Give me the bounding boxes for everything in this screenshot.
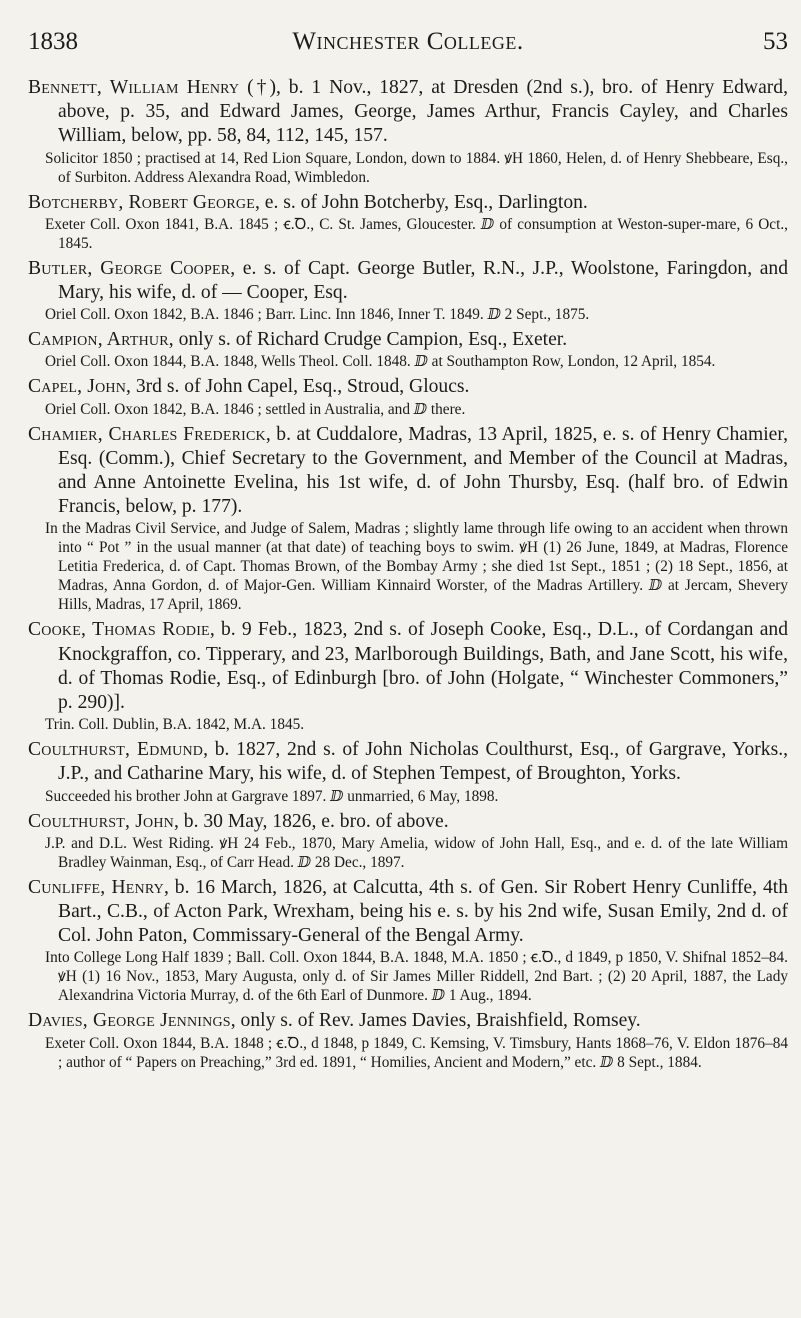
register-entry	[28, 618, 788, 734]
entry-name: Cooke, Thomas Rodie	[28, 619, 210, 641]
entry-details: Succeeded his brother John at Gargrave 1897. ⅅ unmarried, 6 May, 1898.	[45, 787, 499, 805]
register-entry	[28, 76, 788, 187]
entry-description: , 3rd s. of John Capel, Esq., Stroud, Gloucs.	[126, 376, 470, 398]
entry-description: , e. s. of John Botcherby, Esq., Darlington.	[254, 191, 588, 213]
entry-details: Oriel Coll. Oxon 1842, B.A. 1846 ; settled in Australia, and ⅅ there.	[45, 400, 466, 418]
entry-details: Oriel Coll. Oxon 1842, B.A. 1846 ; Barr. Linc. Inn 1846, Inner T. 1849. ⅅ 2 Sept., 1875.	[45, 306, 590, 324]
entry-name: Botcherby, Robert George	[28, 191, 255, 213]
entry-details: Exeter Coll. Oxon 1841, B.A. 1845 ; ꞓ.Ꝺ., C. St. James, Gloucester. ⅅ of consumption at Weston-super-mare, 6 Oct., 1845.	[45, 215, 788, 252]
register-entry	[28, 810, 788, 872]
entry-name: Campion, Arthur	[28, 329, 169, 351]
entry-heading	[28, 618, 788, 715]
page-number: 53	[763, 28, 788, 55]
entry-name: Coulthurst, John	[28, 810, 174, 832]
entry-details: Oriel Coll. Oxon 1844, B.A. 1848, Wells Theol. Coll. 1848. ⅅ at Southampton Row, London, 12 April, 1854.	[45, 353, 716, 371]
entry-description: , b. 16 March, 1826, at Calcutta, 4th s. of Gen. Sir Robert Henry Cunliffe, 4th Bart., C.B., of Acton Park, Wrexham, being his e. s. by his 2nd wife, Susan Emily, 2nd d. of Col. John Paton, Commissary-General of the Bengal Army.	[58, 876, 788, 947]
running-title: Winchester College.	[292, 28, 524, 55]
entry-heading	[28, 257, 788, 305]
entry-name: Davies, George Jennings	[28, 1010, 231, 1032]
register-entry	[28, 328, 788, 371]
entry-heading	[28, 423, 788, 520]
register-entry	[28, 738, 788, 805]
page	[28, 0, 788, 1072]
entry-description: , only s. of Rev. James Davies, Braishfield, Romsey.	[230, 1010, 641, 1032]
register-entry	[28, 423, 788, 615]
entry-details: Into College Long Half 1839 ; Ball. Coll. Oxon 1844, B.A. 1848, M.A. 1850 ; ꞓ.Ꝺ., d 1849, p 1850, V. Shifnal 1852–84. ꝟH (1) 16 Nov., 1853, Mary Augusta, only d. of Sir James Miller Riddell, 2nd Bart. ; (2) 20 April, 1887, the Lady Alexandrina Victoria Murray, d. of the 6th Earl of Dunmore. ⅅ 1 Aug., 1894.	[45, 949, 788, 1005]
entry-details: Solicitor 1850 ; practised at 14, Red Lion Square, London, down to 1884. ꝟH 1860, Helen, d. of Henry Shebbeare, Esq., of Surbiton. Address Alexandra Road, Wimbledon.	[45, 149, 788, 186]
entries-list	[28, 76, 788, 1072]
entry-description: , b. at Cuddalore, Madras, 13 April, 1825, e. s. of Henry Chamier, Esq. (Comm.), Chief Secretary to the Government, and Member of the Council at Madras, and Anne Antoinette Evelina, his 1st wife, d. of John Thursby, Esq. (half bro. of Edwin Francis, below, p. 177).	[58, 423, 788, 518]
entry-description: , e. s. of Capt. George Butler, R.N., J.P., Woolstone, Faringdon, and Mary, his wife, d. of — Cooper, Esq.	[58, 257, 788, 304]
entry-heading	[28, 1009, 788, 1033]
register-entry	[28, 1009, 788, 1071]
entry-details: J.P. and D.L. West Riding. ꝟH 24 Feb., 1870, Mary Amelia, widow of John Hall, Esq., and e. d. of the late William Bradley Wainman, Esq., of Carr Head. ⅅ 28 Dec., 1897.	[45, 834, 788, 871]
page-year: 1838	[28, 28, 78, 55]
register-entry	[28, 375, 788, 418]
entry-details: Trin. Coll. Dublin, B.A. 1842, M.A. 1845.	[45, 716, 305, 734]
entry-description: , b. 30 May, 1826, e. bro. of above.	[173, 810, 449, 832]
entry-heading	[28, 375, 788, 399]
entry-name: Cunliffe, Henry	[28, 876, 164, 898]
entry-description: , b. 9 Feb., 1823, 2nd s. of Joseph Cooke, Esq., D.L., of Cordangan and Knockgraffon, co. Tipperary, and 23, Marlborough Buildings, Bath, and Jane Scott, his wife, d. of Thomas Rodie, Esq., of Edinburgh [bro. of John (Holgate, “ Winchester Commoners,” p. 290)].	[58, 619, 788, 714]
entry-heading	[28, 876, 788, 949]
entry-description: , b. 1827, 2nd s. of John Nicholas Coulthurst, Esq., of Gargrave, Yorks., J.P., and Catharine Mary, his wife, d. of Stephen Tempest, of Broughton, Yorks.	[58, 739, 788, 785]
entry-heading	[28, 738, 788, 786]
entry-details: In the Madras Civil Service, and Judge of Salem, Madras ; slightly lame through life owing to an accident when thrown into “ Pot ” in the usual manner (at that date) of teaching boys to swim. ꝟH (1) 26 June, 1849, at Madras, Florence Letitia Frederica, d. of Capt. Thomas Brown, of the Bombay Army ; she died 1st Sept., 1851 ; (2) 18 Sept., 1856, at Madras, Anna Gordon, d. of Major-Gen. William Kinnaird Worster, of the Madras Artillery. ⅅ at Jercam, Shevery Hills, Madras, 17 April, 1869.	[45, 520, 788, 614]
page-header	[28, 28, 788, 72]
entry-heading	[28, 191, 788, 215]
register-entry	[28, 191, 788, 253]
entry-details: Exeter Coll. Oxon 1844, B.A. 1848 ; ꞓ.Ꝺ., d 1848, p 1849, C. Kemsing, V. Timsbury, Hants 1868–76, V. Eldon 1876–84 ; author of “ Papers on Preaching,” 3rd ed. 1891, “ Homilies, Ancient and Modern,” etc. ⅅ 8 Sept., 1884.	[45, 1034, 788, 1071]
register-entry	[28, 876, 788, 1006]
entry-heading	[28, 328, 788, 352]
entry-heading	[28, 810, 788, 834]
entry-description: (†), b. 1 Nov., 1827, at Dresden (2nd s.), bro. of Henry Edward, above, p. 35, and Edward James, George, James Arthur, Francis Cayley, and Charles William, below, pp. 58, 84, 112, 145, 157.	[58, 77, 788, 147]
entry-name: Coulthurst, Edmund	[28, 739, 204, 761]
entry-name: Chamier, Charles Frederick	[28, 423, 266, 445]
entry-heading	[28, 76, 788, 149]
entry-name: Bennett, William Henry	[28, 77, 240, 98]
entry-name: Butler, George Cooper	[28, 257, 231, 279]
entry-description: , only s. of Richard Crudge Campion, Esq., Exeter.	[168, 329, 568, 351]
entry-name: Capel, John	[28, 376, 127, 398]
register-entry	[28, 257, 788, 324]
